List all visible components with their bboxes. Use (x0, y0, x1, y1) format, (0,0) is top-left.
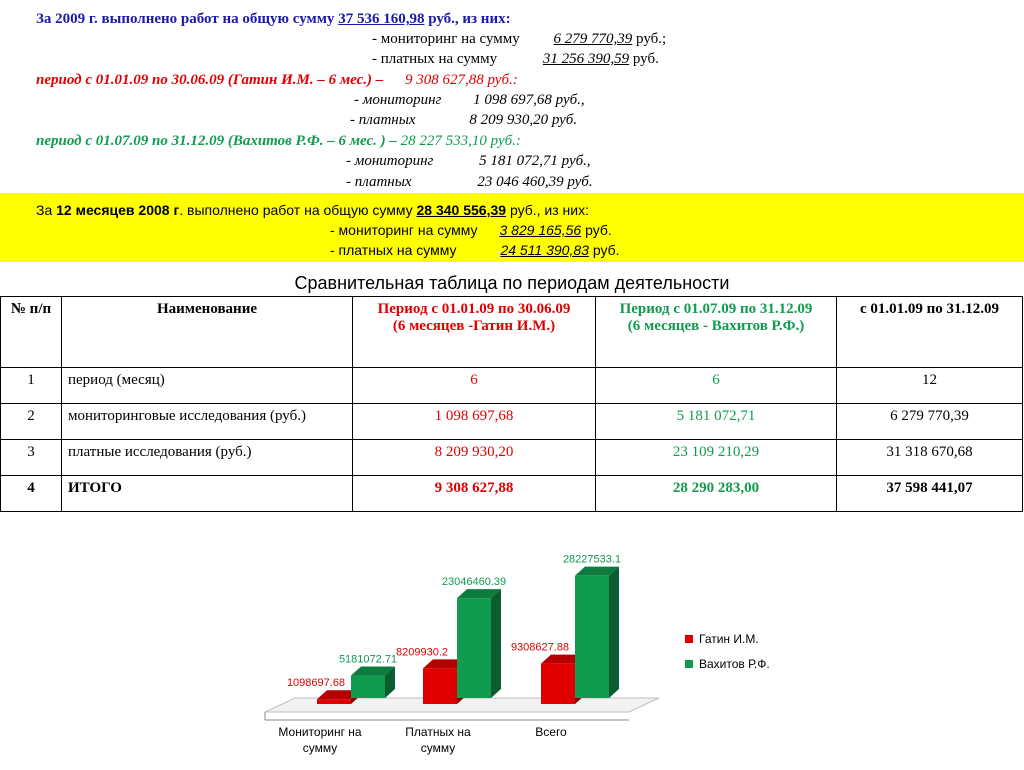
period2-total: 28 227 533,10 руб.: (400, 133, 521, 149)
summary-2009-paid-unit: руб. (632, 51, 659, 67)
chart-svg (255, 540, 805, 765)
cell-full: 6 279 770,39 (837, 404, 1023, 440)
period2-mon-label: - мониторинг (346, 153, 434, 169)
period1-label: период с 01.01.09 по 30.06.09 (Гатин И.М. – 6 мес.) – (36, 72, 384, 88)
summary-2009-paid-label: - платных на сумму (372, 51, 498, 67)
summary-2008-paid (330, 240, 620, 260)
header-period1-line1: Период с 01.01.09 по 30.06.09 (377, 301, 571, 317)
category-label: сумму (420, 741, 456, 755)
period2-monitoring (346, 151, 591, 171)
bar-side (609, 567, 619, 698)
bar-chart (255, 540, 805, 765)
cell-period1: 9 308 627,88 (353, 476, 596, 512)
bar (457, 598, 491, 698)
table-row (1, 404, 1023, 440)
summary-2008-line1 (36, 200, 589, 220)
summary-2008-mon-value: 3 829 165,56 (499, 222, 582, 238)
cell-full: 31 318 670,68 (837, 440, 1023, 476)
category-label: Мониторинг на (278, 725, 362, 739)
period1-paid (350, 110, 577, 130)
table-row-total (1, 476, 1023, 512)
data-label: 23046460.39 (441, 576, 507, 589)
cell-period1: 6 (353, 368, 596, 404)
summary-2009-paid (372, 49, 659, 69)
bar (575, 576, 609, 698)
header-period1 (353, 297, 596, 368)
period1-total: 9 308 627,88 руб.: (405, 72, 518, 88)
cell-full: 37 598 441,07 (837, 476, 1023, 512)
period2-paid (346, 172, 593, 192)
summary-2008-monitoring (330, 220, 612, 240)
bar (423, 668, 457, 704)
header-period2-line2: (6 месяцев - Вахитов Р.Ф.) (627, 318, 805, 334)
period2-mon-value: 5 181 072,71 руб., (479, 153, 591, 169)
category-label: Всего (535, 725, 567, 739)
summary-2008-total: 28 340 556,39 (416, 202, 507, 218)
cell-period2: 5 181 072,71 (596, 404, 837, 440)
header-period2 (596, 297, 837, 368)
period2-paid-value: 23 046 460,39 руб. (477, 174, 593, 190)
summary-2009-mon-unit: руб.; (636, 31, 667, 47)
legend-label: Гатин И.М. (699, 632, 759, 646)
cell-num: 1 (1, 368, 62, 404)
summary-2008-prefix: За (36, 202, 53, 218)
cell-name: мониторинговые исследования (руб.) (62, 404, 353, 440)
bar (541, 664, 575, 704)
table-row (1, 440, 1023, 476)
cell-name: платные исследования (руб.) (62, 440, 353, 476)
data-label: 1098697.68 (286, 677, 346, 690)
legend-swatch (685, 660, 693, 668)
summary-2009-monitoring (372, 29, 666, 49)
period1-paid-value: 8 209 930,20 руб. (469, 112, 578, 128)
summary-2009-total: 37 536 160,98 (338, 11, 425, 27)
bar-side (491, 589, 501, 698)
summary-2009-mon-label: - мониторинг на сумму (372, 31, 520, 47)
header-period1-line2: (6 месяцев -Гатин И.М.) (392, 318, 556, 334)
summary-2008-paid-value: 24 511 390,83 (500, 242, 589, 258)
summary-2009-mon-value: 6 279 770,39 (553, 31, 633, 47)
category-label: Платных на (405, 725, 471, 739)
summary-2009-paid-value: 31 256 390,59 (542, 51, 630, 67)
table-row (1, 368, 1023, 404)
cell-period2: 28 290 283,00 (596, 476, 837, 512)
bar (317, 699, 351, 704)
period2-line (36, 131, 521, 151)
period2-label: период с 01.07.09 по 31.12.09 (Вахитов Р.Ф. – 6 мес. ) – (36, 133, 397, 149)
cell-period2: 6 (596, 368, 837, 404)
cell-period2: 23 109 210,29 (596, 440, 837, 476)
period1-line (36, 70, 518, 90)
summary-2009-suffix: руб., из них: (428, 11, 511, 27)
header-full-year: с 01.01.09 по 31.12.09 (837, 297, 1023, 368)
data-label: 28227533.1 (562, 553, 622, 566)
comparison-table (0, 296, 1023, 512)
category-label: сумму (302, 741, 338, 755)
cell-num: 4 (1, 476, 62, 512)
cell-name: период (месяц) (62, 368, 353, 404)
table-header-row (1, 297, 1023, 368)
cell-num: 2 (1, 404, 62, 440)
summary-2008-paid-label: - платных на сумму (330, 242, 457, 258)
header-num: № п/п (1, 297, 62, 368)
summary-2008-suffix: руб., из них: (509, 202, 589, 218)
period1-mon-value: 1 098 697,68 руб., (473, 92, 585, 108)
data-label: 8209930.2 (396, 646, 448, 659)
cell-period1: 8 209 930,20 (353, 440, 596, 476)
header-period2-line1: Период с 01.07.09 по 31.12.09 (619, 301, 813, 317)
bar (351, 676, 385, 698)
period2-paid-label: - платных (346, 174, 412, 190)
summary-2008-mon-label: - мониторинг на сумму (330, 222, 478, 238)
summary-2008-paid-unit: руб. (592, 242, 620, 258)
summary-2008-mon-unit: руб. (585, 222, 612, 238)
summary-2009-line1 (36, 9, 511, 29)
summary-2008-bold: 12 месяцев 2008 г (56, 202, 180, 218)
header-name: Наименование (62, 297, 353, 368)
cell-num: 3 (1, 440, 62, 476)
table-title: Сравнительная таблица по периодам деятельности (294, 273, 730, 293)
data-label: 9308627.88 (510, 641, 570, 654)
period1-monitoring (354, 90, 585, 110)
legend-swatch (685, 635, 693, 643)
cell-name: ИТОГО (62, 476, 353, 512)
period1-paid-label: - платных (350, 112, 416, 128)
data-label: 5181072.71 (338, 653, 398, 666)
summary-2008-middle: . выполнено работ на общую сумму (179, 202, 413, 218)
legend-label: Вахитов Р.Ф. (699, 657, 770, 671)
period1-mon-label: - мониторинг (354, 92, 442, 108)
summary-2009-prefix: За 2009 г. выполнено работ на общую сумму (36, 11, 335, 27)
cell-period1: 1 098 697,68 (353, 404, 596, 440)
cell-full: 12 (837, 368, 1023, 404)
